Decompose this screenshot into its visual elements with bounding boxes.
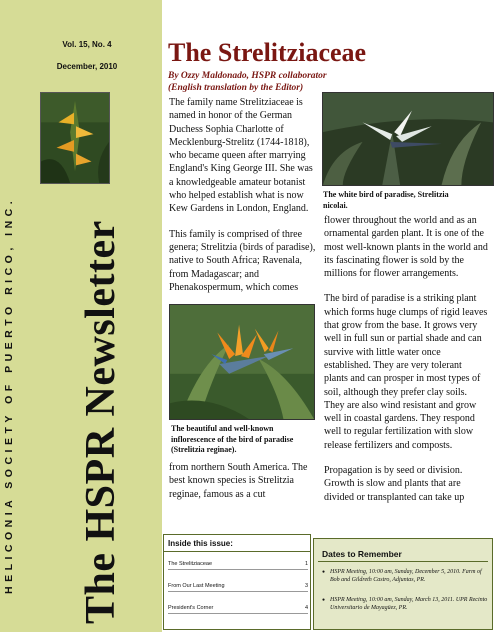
article-title: The Strelitziaceae: [168, 38, 367, 67]
volume-number: Vol. 15, No. 4: [62, 40, 112, 49]
newsletter-title-vertical: The HSPR Newsletter: [78, 220, 124, 624]
reginae-caption: The beautiful and well-known inflorescence of the bird of paradise (Strelitzia reginae).: [171, 424, 294, 454]
toc-label: From Our Last Meeting: [168, 583, 225, 589]
divider: [318, 561, 488, 562]
paragraph: This family is comprised of three genera; Strelitzia (birds of paradise), native to South Africa; Ravenala, from Madagascar; and Phenakospermum, which comes: [169, 228, 316, 293]
date-item: ● HSPR Meeting, 10:00 am, Sunday, December 5, 2010. Farm of Bob and Gildreth Castro, Adjuntas, PR.: [322, 569, 490, 585]
dates-heading: Dates to Remember: [322, 549, 402, 559]
paragraph: flower throughout the world and as an ornamental garden plant. It is one of the most well-known plants in the world and its fascinating flower is sold by the millions for flower arrangements.: [324, 215, 488, 280]
white-bird-caption: The white bird of paradise, Strelitzia nicolai.: [323, 190, 449, 210]
white-bird-photo: [322, 92, 494, 186]
column-1-bottom: [169, 461, 317, 513]
toc-page: 3: [304, 583, 308, 589]
toc-page: 4: [304, 605, 308, 611]
toc-row[interactable]: [168, 605, 308, 614]
toc-row[interactable]: [168, 583, 308, 592]
toc-row[interactable]: [168, 561, 308, 570]
bird-of-paradise-photo: [169, 304, 315, 420]
paragraph: The family name Strelitziaceae is named in honor of the German Duchess Sophia Charlotte of Mecklenburg-Strelitz (1744-1818), who became queen after marrying England's King George III. She was a knowledgeable amateur botanist who helped establish what is now Kew Gardens in London, England.: [169, 97, 313, 215]
byline-author: By Ozzy Maldonado, HSPR collaborator: [168, 71, 327, 81]
inside-heading: Inside this issue:: [164, 539, 310, 552]
toc-label: President's Corner: [168, 605, 214, 611]
column-1-top: [169, 96, 319, 306]
toc-label: The Strelitziaceae: [168, 561, 213, 567]
date-item: ● HSPR Meeting, 10:00 am, Sunday, March 13, 2011. UPR Recinto Universitario de Mayagüez, PR.: [322, 597, 490, 613]
paragraph: The bird of paradise is a striking plant which forms huge clumps of rigid leaves that grow from the base. It grows very well in full sun or partial shade and can survive with little water once established. They are very tolerant plants and can prosper in most types of soil, although they prefer clay soils. They are also wind resistant and grow well in coastal gardens. They respond well to regular fertilization with slow release fertilizers and composts.: [324, 293, 488, 451]
toc-page: 1: [304, 561, 308, 567]
society-name-vertical: HELICONIA SOCIETY OF PUERTO RICO, INC.: [3, 196, 15, 594]
dates-to-remember-box: [313, 538, 493, 630]
issue-date: December, 2010: [56, 62, 118, 71]
inside-this-issue-box: [163, 534, 311, 630]
paragraph: from northern South America. The best known species is Strelitzia reginae, famous as a cut: [169, 462, 308, 500]
byline: [168, 70, 327, 94]
column-2: [324, 214, 488, 516]
byline-translation: (English translation by the Editor): [168, 83, 304, 93]
paragraph: Propagation is by seed or division. Growth is slow and plants that are divided or transplanted can take up: [324, 465, 465, 503]
